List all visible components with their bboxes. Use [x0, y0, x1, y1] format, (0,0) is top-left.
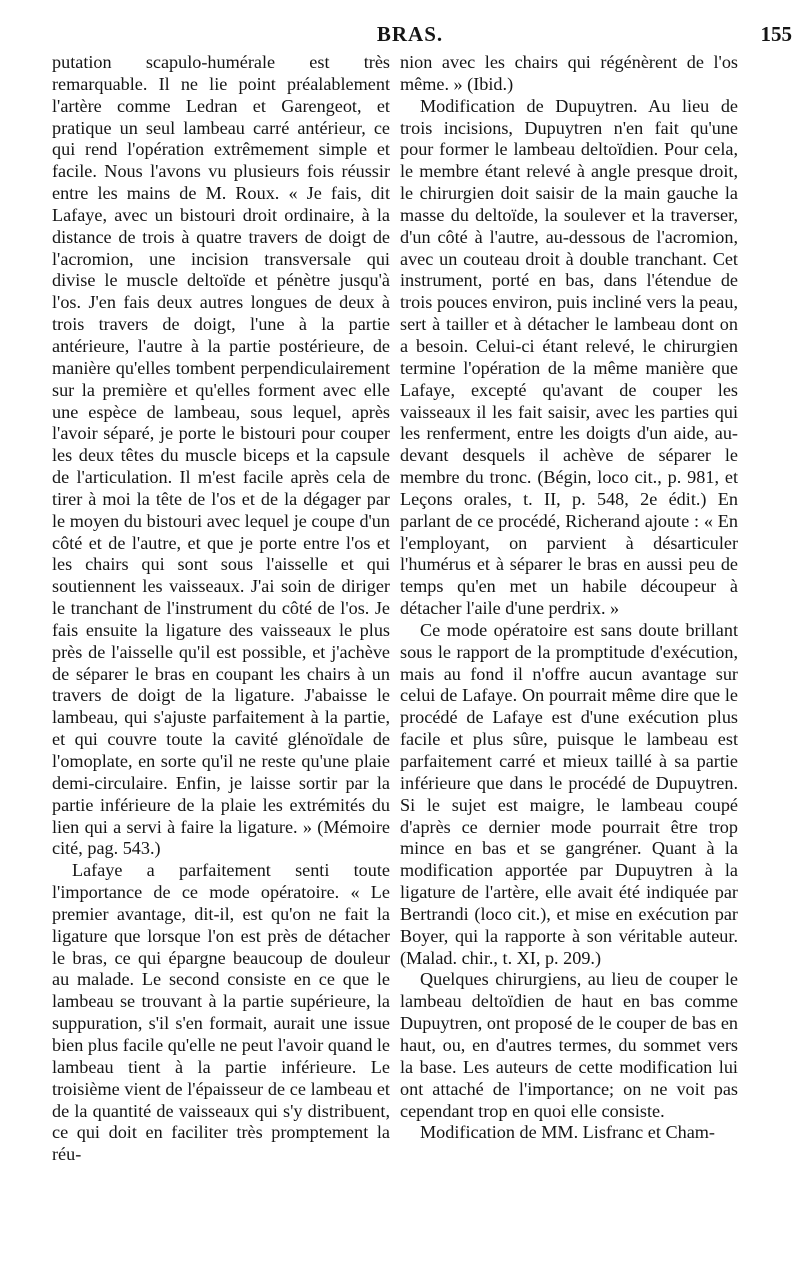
paragraph: nion avec les chairs qui régénèrent de l'os même. » (Ibid.): [400, 52, 738, 94]
page-number: 155: [760, 22, 792, 46]
right-column: [400, 52, 738, 1144]
paragraph: Modification de Dupuytren. Au lieu de trois incisions, Dupuytren n'en fait qu'une pour former le lambeau deltoïdien. Pour cela, le membre étant relevé à angle presque droit, le chirurgien doit saisir de la main gauche la masse du deltoïde, la soulever et la traverser, d'un côté à l'autre, au-dessous de l'acromion, avec un couteau droit à double tranchant. Cet instrument, porté en bas, dans l'étendue de trois pouces environ, puis incliné vers la peau, sert à tailler et à détacher le lambeau dont on a besoin. Celui-ci étant relevé, le chirurgien termine l'opération de la même manière que Lafaye, excepté qu'avant de couper les vaisseaux il les fait saisir, avec les parties qui les renferment, entre les doigts d'un aide, au-devant desquels il achève de séparer le membre du tronc. (Bégin, loco cit., p. 981, et Leçons orales, t. II, p. 548, 2e édit.) En parlant de ce procédé, Richerand ajoute : « En l'employant, on parvient à désarticuler l'humérus et à séparer le bras en aussi peu de temps qu'en met un habile découpeur à détacher l'aile d'une perdrix. »: [400, 95, 738, 619]
paragraph: putation scapulo-humérale est très remarquable. Il ne lie point préalablement l'artère comme Ledran et Garengeot, et pratique un seul lambeau carré antérieur, ce qui rend l'opération extrêmement simple et facile. Nous l'avons vu plusieurs fois réussir entre les mains de M. Roux. « Je fais, dit Lafaye, avec un bistouri droit ordinaire, à la distance de trois à quatre travers de doigt de l'acromion, une incision transversale qui divise le muscle deltoïde et pénètre jusqu'à l'os. J'en fais deux autres longues de deux à trois travers de doigt, l'une à la partie antérieure, l'autre à la partie postérieure, de manière qu'elles tombent perpendiculairement sur la première et qu'elles forment avec elle une espèce de lambeau, sous lequel, après l'avoir séparé, je porte le bistouri pour couper les deux têtes du muscle biceps et la capsule de l'articulation. Il m'est facile après cela de tirer à moi la tête de l'os et de la dégager par le moyen du bistouri avec lequel je coupe d'un côté et de l'autre, et que je porte entre l'os et les chairs qui sont sous l'aisselle et qui soutiennent les vaisseaux. J'ai soin de diriger le tranchant de l'instrument du côté de l'os. Je fais ensuite la ligature des vaisseaux le plus près de l'aisselle qu'il est possible, et j'achève de séparer le bras en coupant les chairs à un travers de doigt de la ligature. J'abaisse le lambeau, qui s'ajuste parfaitement à la partie, et qui couvre toute la cavité glénoïdale de l'omoplate, en sorte qu'il ne reste qu'une plaie demi-circulaire. Enfin, je laisse sortir par la partie inférieure de la plaie les extrémités du lien qui a servi à faire la ligature. » (Mémoire cité, pag. 543.): [52, 52, 390, 859]
left-column: [52, 52, 390, 1166]
running-head: [0, 22, 800, 50]
column-gutter: [392, 60, 393, 1160]
paragraph: Quelques chirurgiens, au lieu de couper le lambeau deltoïdien de haut en bas comme Dupuytren, ont proposé de le couper de bas en haut, ou, en d'autres termes, du sommet vers la base. Les auteurs de cette modification lui ont attaché de l'importance; on ne voit pas cependant trop en quoi elle consiste.: [400, 969, 738, 1121]
running-title: BRAS.: [376, 22, 444, 46]
paragraph: Modification de MM. Lisfranc et Cham-: [420, 1122, 715, 1143]
paragraph: Ce mode opératoire est sans doute brillant sous le rapport de la promptitude d'exécution, mais au fond il n'offre aucun avantage sur celui de Lafaye. On pourrait même dire que le procédé de Lafaye est d'une exécution plus facile et plus sûre, puisque le lambeau est parfaitement carré et mieux taillé à sa partie inférieure que dans le procédé de Dupuytren. Si le sujet est maigre, le lambeau coupé d'après ce dernier mode pourrait être trop mince en bas et se gangréner. Quant à la modification apportée par Dupuytren à la ligature de l'artère, elle avait été indiquée par Bertrandi (loco cit.), et mise en exécution par Boyer, qui la rapporte à son véritable auteur. (Malad. chir., t. XI, p. 209.): [400, 619, 738, 968]
paragraph: Lafaye a parfaitement senti toute l'importance de ce mode opératoire. « Le premier avantage, dit-il, est qu'on ne fait la ligature que lorsque l'on est près de détacher le bras, ce qui épargne beaucoup de douleur au malade. Le second consiste en ce que le lambeau se trouvant à la partie supérieure, la suppuration, s'il s'en formait, aurait une issue bien plus facile qu'elle ne peut l'avoir quand le lambeau tient à la partie inférieure. Le troisième vient de l'épaisseur de ce lambeau et de la quantité de vaisseaux qui s'y distribuent, ce qui doit en faciliter très promptement la réu-: [52, 860, 390, 1165]
